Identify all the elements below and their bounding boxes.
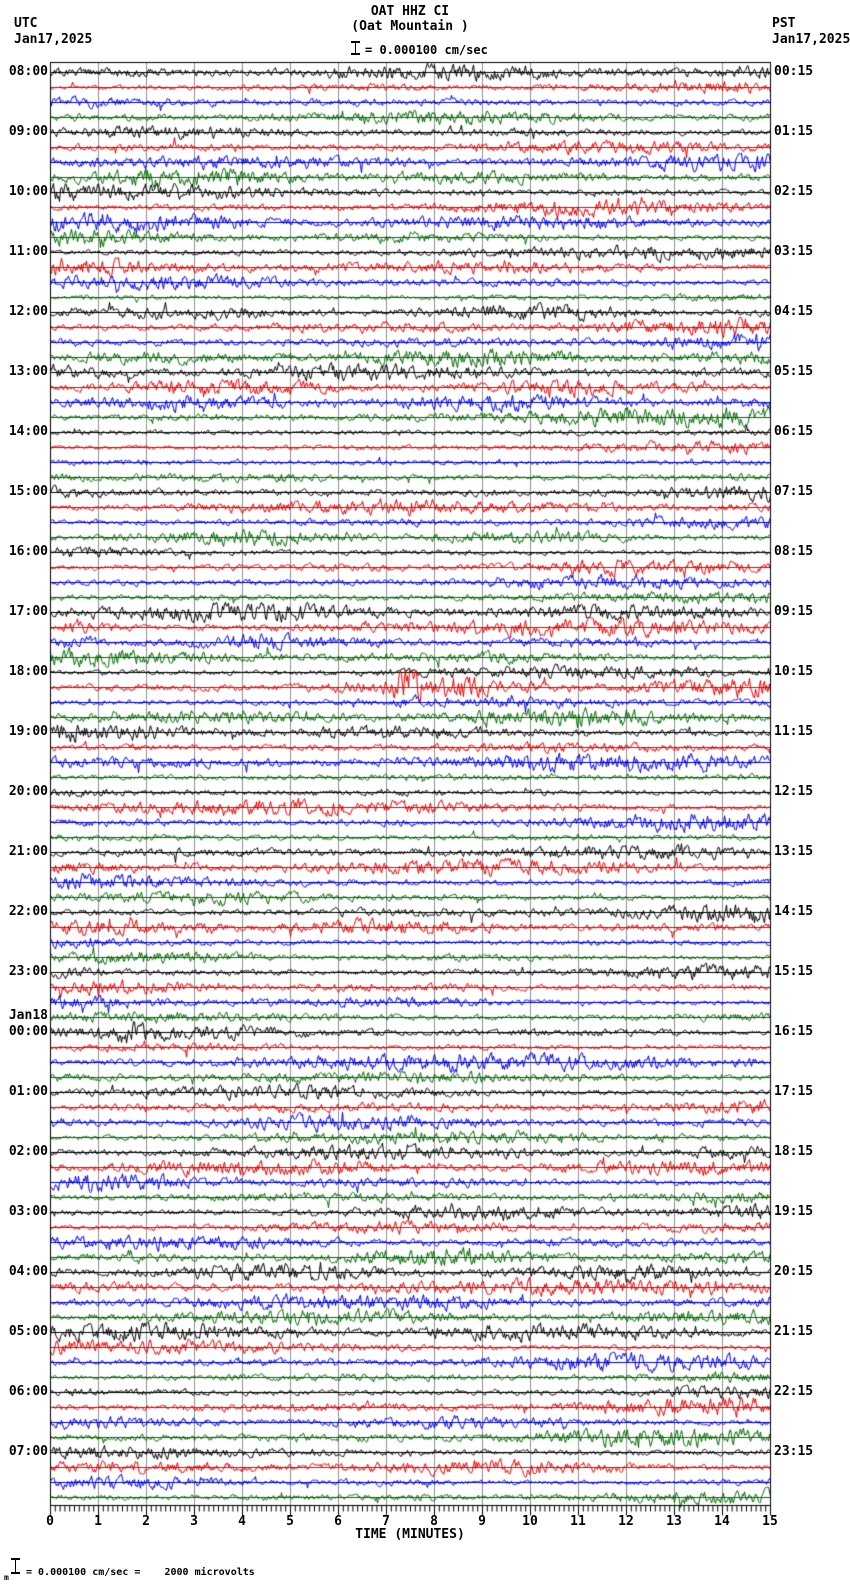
- x-tick-label: 11: [570, 1514, 586, 1529]
- pst-hour-label: 06:15: [774, 424, 814, 439]
- pst-hour-label: 10:15: [774, 664, 814, 679]
- x-axis-label: TIME (MINUTES): [355, 1527, 465, 1542]
- utc-hour-label: 03:00: [8, 1204, 48, 1219]
- x-tick-label: 6: [334, 1514, 342, 1529]
- utc-hour-label: 00:00: [8, 1024, 48, 1039]
- pst-hour-label: 08:15: [774, 544, 814, 559]
- utc-hour-label: 20:00: [8, 784, 48, 799]
- pst-hour-label: 16:15: [774, 1024, 814, 1039]
- utc-hour-label: 15:00: [8, 484, 48, 499]
- utc-hour-label: 01:00: [8, 1084, 48, 1099]
- utc-hour-label: 06:00: [8, 1384, 48, 1399]
- date-break-label: Jan18: [8, 1008, 48, 1023]
- x-tick-label: 9: [478, 1514, 486, 1529]
- pst-date: Jan17,2025: [772, 32, 850, 47]
- x-tick-label: 2: [142, 1514, 150, 1529]
- pst-hour-label: 03:15: [774, 244, 814, 259]
- pst-hour-label: 15:15: [774, 964, 814, 979]
- scale-text: = 0.000100 cm/sec: [365, 43, 488, 57]
- pst-hour-label: 22:15: [774, 1384, 814, 1399]
- page-subtitle: (Oat Mountain ): [351, 19, 469, 34]
- x-tick-label: 4: [238, 1514, 246, 1529]
- utc-hour-label: 11:00: [8, 244, 48, 259]
- utc-hour-label: 09:00: [8, 124, 48, 139]
- pst-hour-label: 14:15: [774, 904, 814, 919]
- pst-hour-label: 21:15: [774, 1324, 814, 1339]
- pst-hour-label: 04:15: [774, 304, 814, 319]
- utc-hour-label: 19:00: [8, 724, 48, 739]
- pst-hour-label: 19:15: [774, 1204, 814, 1219]
- utc-hour-label: 21:00: [8, 844, 48, 859]
- utc-hour-label: 05:00: [8, 1324, 48, 1339]
- utc-hour-label: 04:00: [8, 1264, 48, 1279]
- x-tick-label: 1: [94, 1514, 102, 1529]
- utc-hour-label: 08:00: [8, 64, 48, 79]
- page-title: OAT HHZ CI: [370, 4, 450, 19]
- utc-hour-label: 13:00: [8, 364, 48, 379]
- pst-hour-label: 07:15: [774, 484, 814, 499]
- x-tick-label: 13: [666, 1514, 682, 1529]
- pst-hour-label: 18:15: [774, 1144, 814, 1159]
- pst-hour-label: 05:15: [774, 364, 814, 379]
- footer-scale-bar-icon: [11, 1558, 20, 1574]
- pst-hour-label: 17:15: [774, 1084, 814, 1099]
- x-tick-label: 3: [190, 1514, 198, 1529]
- utc-hour-label: 16:00: [8, 544, 48, 559]
- x-tick-label: 14: [714, 1514, 730, 1529]
- utc-hour-label: 10:00: [8, 184, 48, 199]
- x-tick-label: 5: [286, 1514, 294, 1529]
- x-tick-label: 15: [762, 1514, 778, 1529]
- x-tick-label: 0: [46, 1514, 54, 1529]
- footer-scale-text: = 0.000100 cm/sec = 2000 microvolts: [26, 1567, 255, 1578]
- x-tick-label: 7: [382, 1514, 390, 1529]
- utc-hour-label: 17:00: [8, 604, 48, 619]
- pst-hour-label: 23:15: [774, 1444, 814, 1459]
- utc-hour-label: 23:00: [8, 964, 48, 979]
- pst-label: PST: [772, 16, 796, 31]
- utc-hour-label: 14:00: [8, 424, 48, 439]
- utc-hour-label: 18:00: [8, 664, 48, 679]
- pst-hour-label: 20:15: [774, 1264, 814, 1279]
- pst-hour-label: 09:15: [774, 604, 814, 619]
- utc-hour-label: 07:00: [8, 1444, 48, 1459]
- utc-hour-label: 12:00: [8, 304, 48, 319]
- utc-hour-label: 02:00: [8, 1144, 48, 1159]
- pst-hour-label: 02:15: [774, 184, 814, 199]
- x-tick-label: 10: [522, 1514, 538, 1529]
- utc-hour-label: 22:00: [8, 904, 48, 919]
- pst-hour-label: 00:15: [774, 64, 814, 79]
- footer-scale-prefix: m: [4, 1573, 9, 1582]
- utc-date: Jan17,2025: [14, 32, 93, 47]
- x-tick-label: 8: [430, 1514, 438, 1529]
- pst-hour-label: 13:15: [774, 844, 814, 859]
- utc-label: UTC: [14, 16, 38, 31]
- x-tick-label: 12: [618, 1514, 634, 1529]
- pst-hour-label: 11:15: [774, 724, 814, 739]
- scale-bar-icon: [351, 41, 360, 55]
- pst-hour-label: 01:15: [774, 124, 814, 139]
- pst-hour-label: 12:15: [774, 784, 814, 799]
